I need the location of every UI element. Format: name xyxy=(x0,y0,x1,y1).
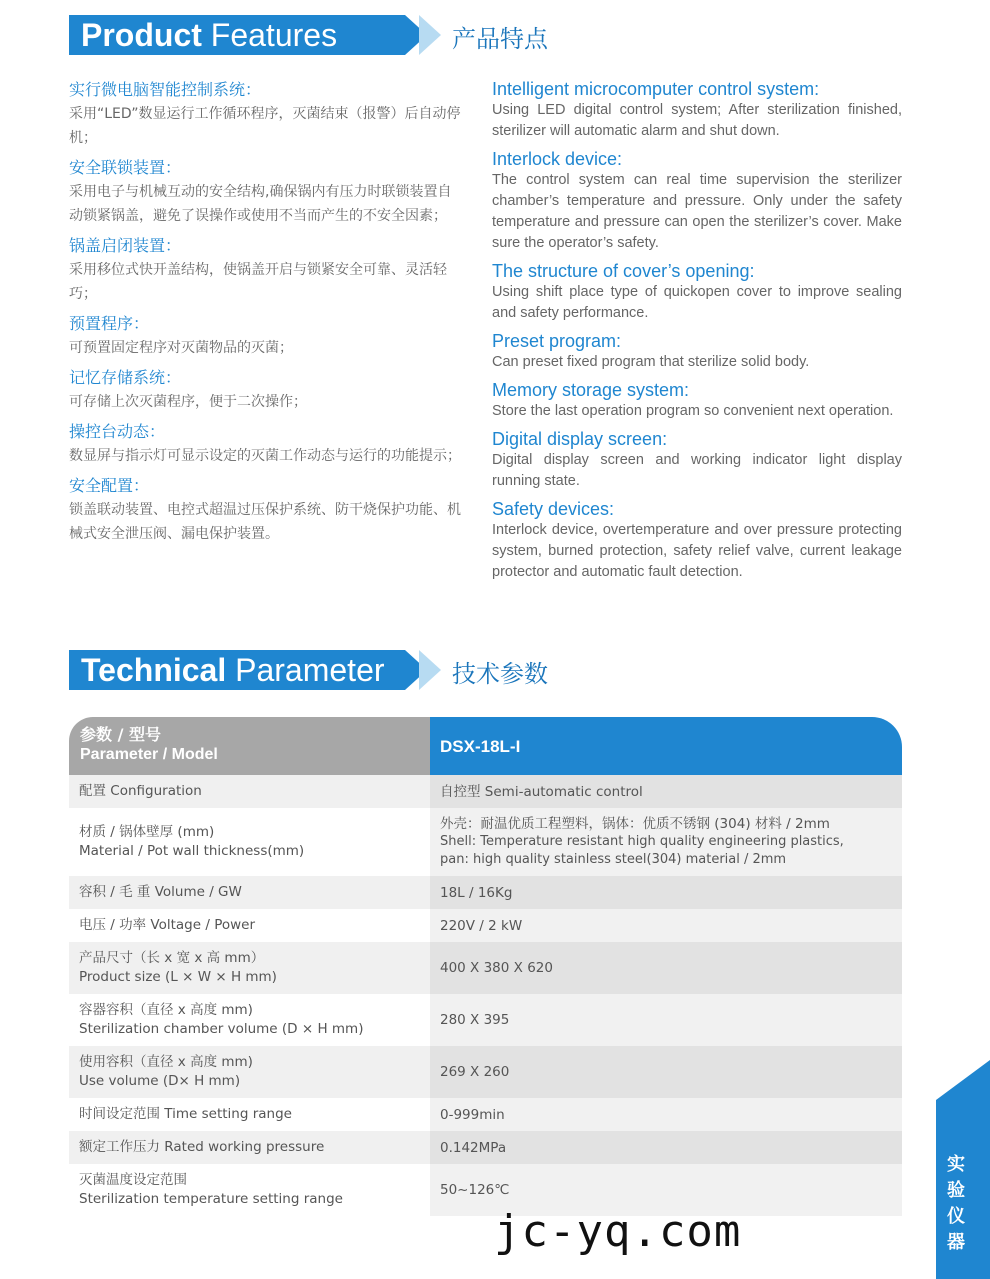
feature-cn-title: 记忆存储系统： xyxy=(69,368,182,387)
feature-en-title: Interlock device: xyxy=(492,149,623,169)
row-key: 使用容积（直径 x 高度 mm) xyxy=(79,1054,253,1070)
row-key: 容积 / 毛 重 Volume / GW xyxy=(79,884,242,900)
feature-cn-item xyxy=(69,156,464,228)
feature-cn-desc: 可存储上次灭菌程序，便于二次操作； xyxy=(69,394,307,410)
row-key-en: Use volume (D× H mm) xyxy=(79,1073,241,1089)
feature-cn-title: 安全配置： xyxy=(69,476,150,495)
row-key: 时间设定范围 Time setting range xyxy=(79,1106,292,1122)
features-en-list xyxy=(492,78,902,589)
table-row xyxy=(69,1131,902,1164)
row-value: 0-999min xyxy=(440,1106,505,1123)
feature-en-desc: Interlock device, overtemperature and over pressure protecting system, burned protection, safety relief valve, current leakage protector and automatic fault detection. xyxy=(492,522,902,580)
row-value: 280 X 395 xyxy=(440,1012,510,1028)
row-key: 电压 / 功率 Voltage / Power xyxy=(79,917,256,933)
table-row xyxy=(69,808,902,876)
feature-en-desc: Digital display screen and working indicator light display running state. xyxy=(492,452,902,489)
row-key: 产品尺寸（长 x 宽 x 高 mm） xyxy=(79,950,265,966)
feature-en-item xyxy=(492,379,902,422)
feature-en-title: Intelligent microcomputer control system: xyxy=(492,79,820,99)
row-value: 0.142MPa xyxy=(440,1139,507,1156)
feature-cn-item xyxy=(69,234,464,306)
tech-title-bold: Technical xyxy=(81,652,227,688)
feature-en-title: Memory storage system: xyxy=(492,380,690,400)
side-tab-corner xyxy=(936,1060,990,1100)
row-key-en: Material / Pot wall thickness(mm) xyxy=(79,843,305,859)
table-row xyxy=(69,1046,902,1098)
features-title-cn: 产品特点 xyxy=(452,25,548,53)
row-key: 材质 / 锅体壁厚 (mm) xyxy=(79,824,215,840)
feature-cn-desc: 采用移位式快开盖结构，使锅盖开启与锁紧安全可靠、灵活轻巧； xyxy=(69,262,447,302)
feature-cn-item xyxy=(69,420,464,468)
row-value: 外壳：耐温优质工程塑料，锅体：优质不锈钢 (304) 材料 / 2mm xyxy=(440,816,830,832)
tech-title-cn: 技术参数 xyxy=(452,660,548,688)
feature-en-item xyxy=(492,330,902,373)
feature-en-desc: Using LED digital control system; After sterilization finished, sterilizer will automatic alarm and shut down. xyxy=(492,102,902,139)
feature-cn-title: 安全联锁装置： xyxy=(69,158,182,177)
features-header-band xyxy=(69,15,405,55)
table-row xyxy=(69,942,902,994)
feature-en-item xyxy=(492,148,902,254)
feature-en-title: Safety devices: xyxy=(492,499,615,519)
row-value: 400 X 380 X 620 xyxy=(440,960,553,976)
feature-cn-item xyxy=(69,78,464,150)
row-value-en-2: pan: high quality stainless steel(304) material / 2mm xyxy=(440,852,787,867)
feature-en-title: Preset program: xyxy=(492,331,622,351)
row-key: 额定工作压力 Rated working pressure xyxy=(79,1139,325,1155)
table-row xyxy=(69,876,902,909)
parameter-table xyxy=(69,717,902,1216)
features-title-light: Features xyxy=(210,17,338,53)
row-value: 269 X 260 xyxy=(440,1064,510,1080)
site-watermark: jc-yq.com xyxy=(494,1206,742,1257)
feature-en-item xyxy=(492,260,902,324)
feature-en-desc: The control system can real time supervision the sterilizer chamber’s temperature and pressure. Only under the safety temperature and pressure can open the sterilizer’s cover. Make sure the operator’s safety. xyxy=(492,172,902,251)
table-row xyxy=(69,909,902,942)
features-header-arrow-light xyxy=(419,15,441,55)
feature-en-desc: Store the last operation program so convenient next operation. xyxy=(492,403,894,419)
feature-en-desc: Using shift place type of quickopen cover to improve sealing and safety performance. xyxy=(492,284,902,321)
table-header-en: Parameter / Model xyxy=(80,746,218,763)
feature-cn-desc: 锁盖联动装置、电控式超温过压保护系统、防干烧保护功能、机械式安全泄压阀、漏电保护装置。 xyxy=(69,502,461,542)
feature-en-title: Digital display screen: xyxy=(492,429,668,449)
row-key-en: Product size (L × W × H mm) xyxy=(79,969,277,985)
feature-cn-desc: 采用电子与机械互动的安全结构,确保锅内有压力时联锁装置自动锁紧锅盖，避免了误操作或使用不当而产生的不安全因素； xyxy=(69,184,452,224)
side-tab-label xyxy=(936,1152,976,1256)
row-key: 容器容积（直径 x 高度 mm) xyxy=(79,1002,253,1018)
feature-en-item xyxy=(492,428,902,492)
table-row xyxy=(69,1164,902,1216)
tech-header-band xyxy=(69,650,405,690)
feature-cn-desc: 可预置固定程序对灭菌物品的灭菌； xyxy=(69,340,293,356)
row-value: 自控型 Semi-automatic control xyxy=(440,783,643,800)
feature-en-item xyxy=(492,78,902,142)
side-category-tab xyxy=(936,1060,990,1279)
row-value: 50~126℃ xyxy=(440,1182,510,1198)
table-row xyxy=(69,994,902,1046)
side-tab-char: 仪 xyxy=(947,1206,965,1227)
features-cn-list xyxy=(69,78,464,552)
side-tab-char: 验 xyxy=(947,1180,965,1201)
table-row xyxy=(69,1098,902,1131)
row-key-en: Sterilization chamber volume (D × H mm) xyxy=(79,1021,364,1037)
table-header xyxy=(69,717,902,775)
feature-en-desc: Can preset fixed program that sterilize solid body. xyxy=(492,354,810,370)
feature-en-item xyxy=(492,498,902,583)
row-value: 18L / 16Kg xyxy=(440,884,513,901)
row-key: 灭菌温度设定范围 xyxy=(79,1172,187,1188)
feature-cn-desc: 采用“LED”数显运行工作循环程序，灭菌结束（报警）后自动停机； xyxy=(69,106,461,146)
feature-cn-title: 操控台动态： xyxy=(69,422,166,441)
table-row xyxy=(69,775,902,808)
side-tab-char: 器 xyxy=(947,1232,965,1253)
table-header-parameter xyxy=(69,717,430,775)
row-key-en: Sterilization temperature setting range xyxy=(79,1191,343,1207)
tech-title-light: Parameter xyxy=(235,652,385,688)
side-tab-char: 实 xyxy=(947,1154,965,1175)
table-header-cn: 参数 / 型号 xyxy=(80,725,161,744)
feature-cn-title: 锅盖启闭装置： xyxy=(69,236,182,255)
feature-cn-title: 预置程序： xyxy=(69,314,150,333)
feature-cn-title: 实行微电脑智能控制系统： xyxy=(69,80,262,99)
row-value-en: Shell: Temperature resistant high quality engineering plastics, xyxy=(440,834,844,849)
features-title-bold: Product xyxy=(81,17,202,53)
feature-cn-item xyxy=(69,366,464,414)
table-header-model: DSX-18L-I xyxy=(430,717,902,775)
feature-en-title: The structure of cover’s opening: xyxy=(492,261,755,281)
row-value: 220V / 2 kW xyxy=(440,917,523,934)
tech-header-arrow-light xyxy=(419,650,441,690)
row-key: 配置 Configuration xyxy=(79,783,202,799)
feature-cn-item xyxy=(69,474,464,546)
feature-cn-desc: 数显屏与指示灯可显示设定的灭菌工作动态与运行的功能提示； xyxy=(69,448,461,464)
feature-cn-item xyxy=(69,312,464,360)
